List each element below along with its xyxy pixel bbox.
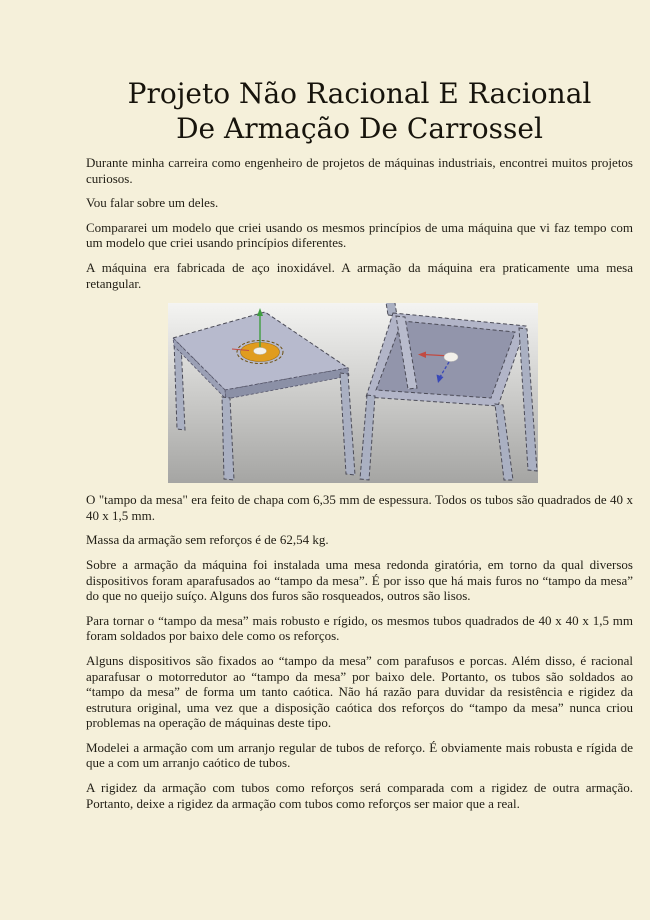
paragraph-maquina-inox: A máquina era fabricada de aço inoxidável. A armação da máquina era praticamente uma mesa retangular. [86, 259, 633, 291]
page-title-line1: Projeto Não Racional E Racional [127, 77, 592, 110]
left-origin-marker [254, 348, 267, 355]
cad-render [168, 303, 538, 483]
paragraph-rigidez: A rigidez da armação com tubos como reforços será comparada com a rigidez de outra armação. Portanto, deixe a rigidez da armação com tubos como reforços ser maior que a real. [86, 780, 633, 811]
paragraph-compararei: Compararei um modelo que criei usando os mesmos princípios de uma máquina que vi faz tempo com um modelo que criei usando princípios diferentes. [86, 219, 633, 251]
page-title [86, 76, 633, 146]
paragraph-intro: Durante minha carreira como engenheiro de projetos de máquinas industriais, encontrei muitos projetos curiosos. [86, 155, 633, 186]
paragraph-vou-falar: Vou falar sobre um deles. [86, 195, 219, 211]
paragraph-reforcos: Para tornar o “tampo da mesa” mais robusto e rígido, os mesmos tubos quadrados de 40 x 40 x 1,5 mm foram soldados por baixo dele como os reforços. [86, 612, 633, 644]
cad-figure [168, 303, 538, 483]
paragraph-tampo-chapa: O "tampo da mesa" era feito de chapa com 6,35 mm de espessura. Todos os tubos são quadrados de 40 x 40 x 1,5 mm. [86, 492, 633, 523]
paragraph-massa: Massa da armação sem reforços é de 62,54 kg. [86, 532, 329, 548]
paragraph-mesa-giratoria: Sobre a armação da máquina foi instalada uma mesa redonda giratória, em torno da qual diversos dispositivos foram aparafusados ao “tampo da mesa”. É por isso que há mais furos no “tampo da mesa” do que no queijo suíço. Alguns dos furos são rosqueados, outros são lisos. [86, 556, 633, 604]
right-origin-marker [444, 353, 458, 362]
paragraph-modelei: Modelei a armação com um arranjo regular de tubos de reforço. É obviamente mais robusta e rígida de que a com um arranjo caótico de tubos. [86, 739, 633, 771]
page-title-line2: De Armação De Carrossel [176, 112, 543, 145]
paragraph-dispositivos: Alguns dispositivos são fixados ao “tampo da mesa” com parafusos e porcas. Além disso, é racional aparafusar o motorredutor ao “tampo da mesa” por baixo dele. Portanto, os tubos são soldados ao “tampo da mesa” de forma um tanto caótica. Não há razão para duvidar da resistência e rigidez da estrutura original, uma vez que a disposição caótica dos reforços do “tampo da mesa” nunca criou problemas na operação de máquinas deste tipo. [86, 652, 633, 731]
